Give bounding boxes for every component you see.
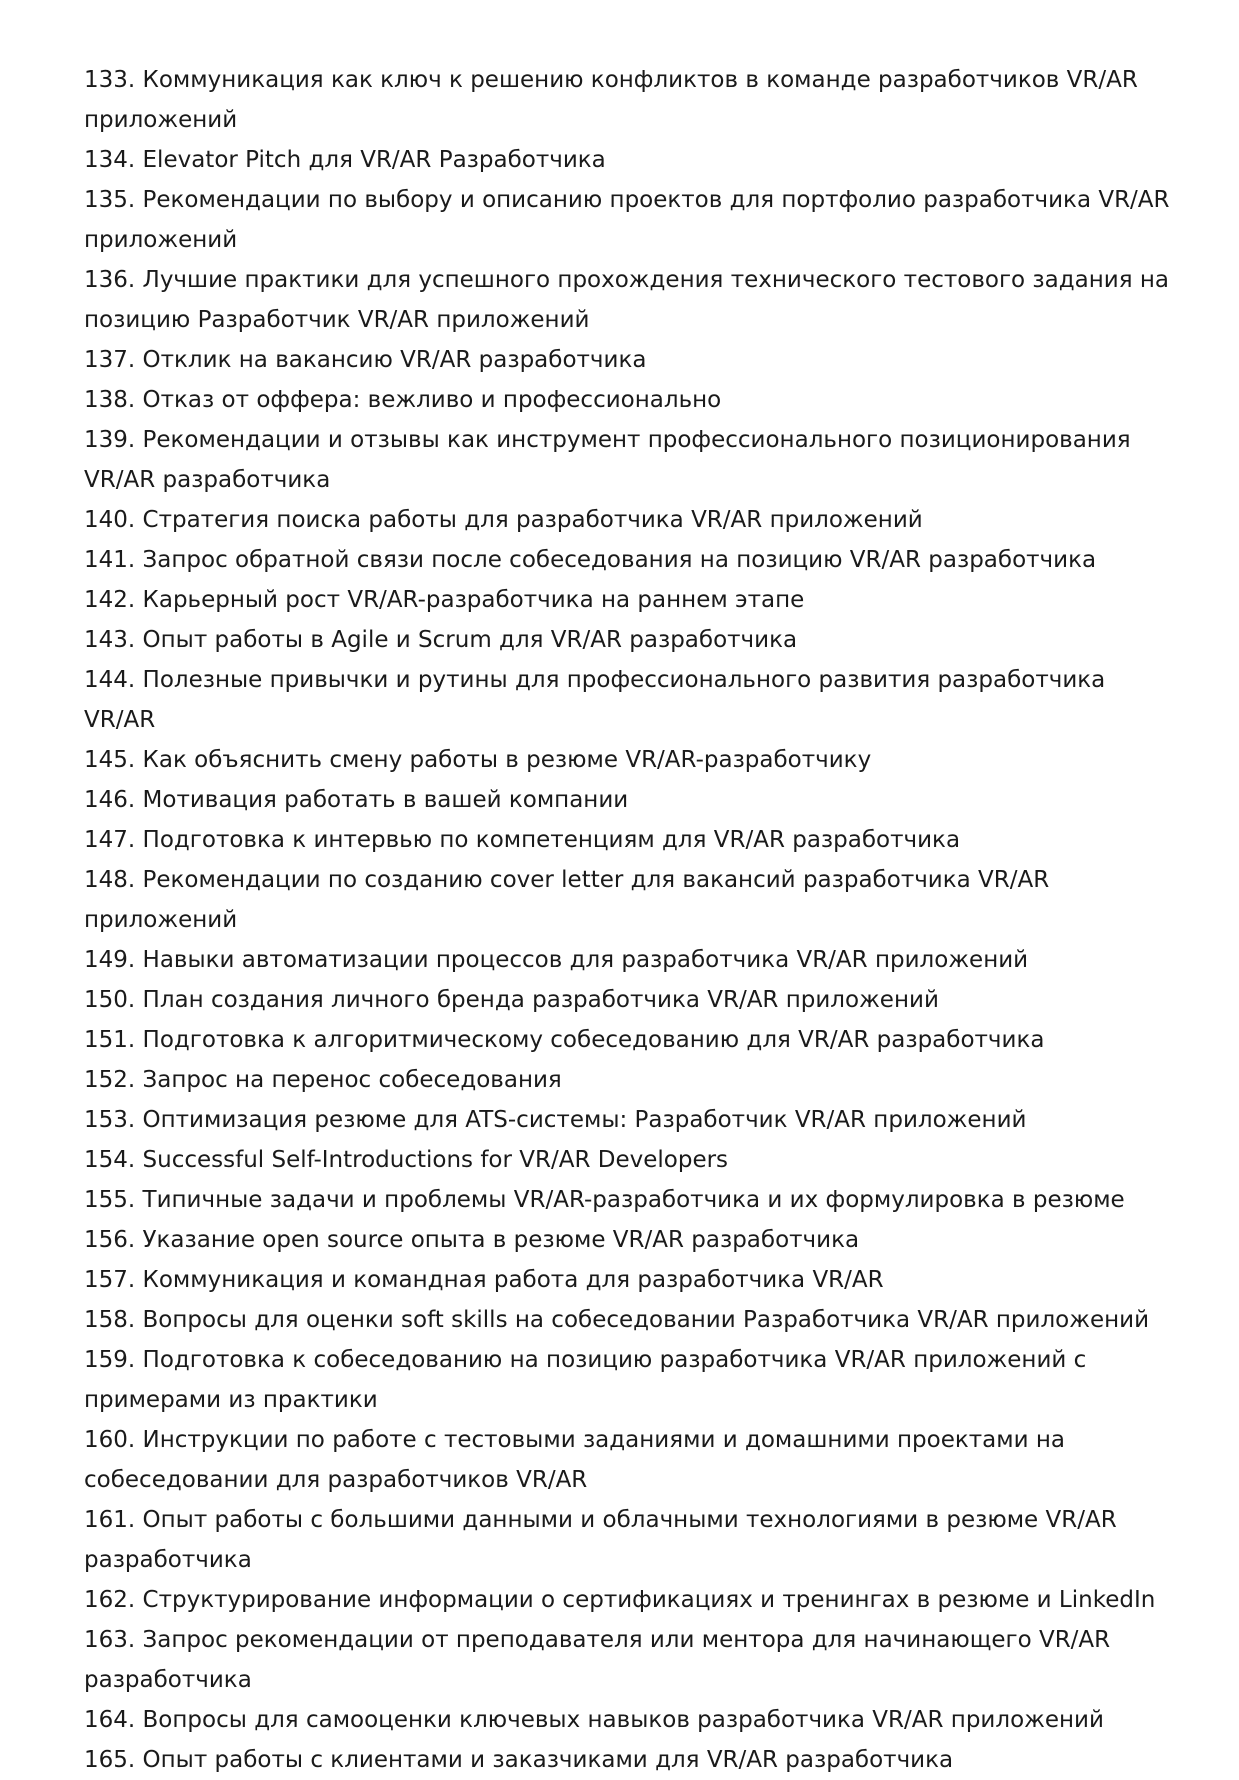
list-item: 142. Карьерный рост VR/AR-разработчика на раннем этапе <box>84 587 805 613</box>
list-item: 158. Вопросы для оценки soft skills на собеседовании Разработчика VR/AR приложений <box>84 1307 1150 1333</box>
list-item: 133. Коммуникация как ключ к решению конфликтов в команде разработчиков VR/AR приложений <box>84 67 1138 133</box>
list-item: 143. Опыт работы в Agile и Scrum для VR/AR разработчика <box>84 627 798 653</box>
list-item: 147. Подготовка к интервью по компетенциям для VR/AR разработчика <box>84 827 961 853</box>
list-item: 153. Оптимизация резюме для ATS-системы: Разработчик VR/AR приложений <box>84 1107 1027 1133</box>
list-item: 141. Запрос обратной связи после собеседования на позицию VR/AR разработчика <box>84 547 1097 573</box>
list-item: 155. Типичные задачи и проблемы VR/AR-разработчика и их формулировка в резюме <box>84 1187 1125 1213</box>
list-item: 136. Лучшие практики для успешного прохождения технического тестового задания на позицию Разработчик VR/AR приложений <box>84 267 1170 333</box>
list-item: 151. Подготовка к алгоритмическому собеседованию для VR/AR разработчика <box>84 1027 1045 1053</box>
list-item: 164. Вопросы для самооценки ключевых навыков разработчика VR/AR приложений <box>84 1707 1104 1733</box>
list-item: 145. Как объяснить смену работы в резюме VR/AR-разработчику <box>84 747 872 773</box>
list-item: 139. Рекомендации и отзывы как инструмент профессионального позиционирования VR/AR разработчика <box>84 427 1131 493</box>
list-item: 154. Successful Self-Introductions for VR/AR Developers <box>84 1147 729 1173</box>
list-item: 162. Структурирование информации о сертификациях и тренингах в резюме и LinkedIn <box>84 1587 1156 1613</box>
list-item: 150. План создания личного бренда разработчика VR/AR приложений <box>84 987 939 1013</box>
list-item: 149. Навыки автоматизации процессов для разработчика VR/AR приложений <box>84 947 1029 973</box>
list-item: 134. Elevator Pitch для VR/AR Разработчика <box>84 147 606 173</box>
list-item: 146. Мотивация работать в вашей компании <box>84 787 629 813</box>
list-item: 156. Указание open source опыта в резюме VR/AR разработчика <box>84 1227 860 1253</box>
list-item: 140. Стратегия поиска работы для разработчика VR/AR приложений <box>84 507 923 533</box>
list-item: 137. Отклик на вакансию VR/AR разработчика <box>84 347 647 373</box>
list-item: 148. Рекомендации по созданию cover letter для вакансий разработчика VR/AR приложений <box>84 867 1050 933</box>
document-page <box>84 60 1174 1780</box>
list-item: 159. Подготовка к собеседованию на позицию разработчика VR/AR приложений с примерами из практики <box>84 1347 1087 1413</box>
list-item: 157. Коммуникация и командная работа для разработчика VR/AR <box>84 1267 884 1293</box>
list-item: 144. Полезные привычки и рутины для профессионального развития разработчика VR/AR <box>84 667 1106 733</box>
toc-list <box>84 60 1174 1780</box>
list-item: 161. Опыт работы с большими данными и облачными технологиями в резюме VR/AR разработчика <box>84 1507 1117 1573</box>
list-item: 165. Опыт работы с клиентами и заказчиками для VR/AR разработчика <box>84 1747 954 1773</box>
list-item: 160. Инструкции по работе с тестовыми заданиями и домашними проектами на собеседовании для разработчиков VR/AR <box>84 1427 1066 1493</box>
list-item: 152. Запрос на перенос собеседования <box>84 1067 562 1093</box>
list-item: 135. Рекомендации по выбору и описанию проектов для портфолио разработчика VR/AR приложений <box>84 187 1170 253</box>
list-item: 163. Запрос рекомендации от преподавателя или ментора для начинающего VR/AR разработчика <box>84 1627 1111 1693</box>
list-item: 138. Отказ от оффера: вежливо и профессионально <box>84 387 722 413</box>
